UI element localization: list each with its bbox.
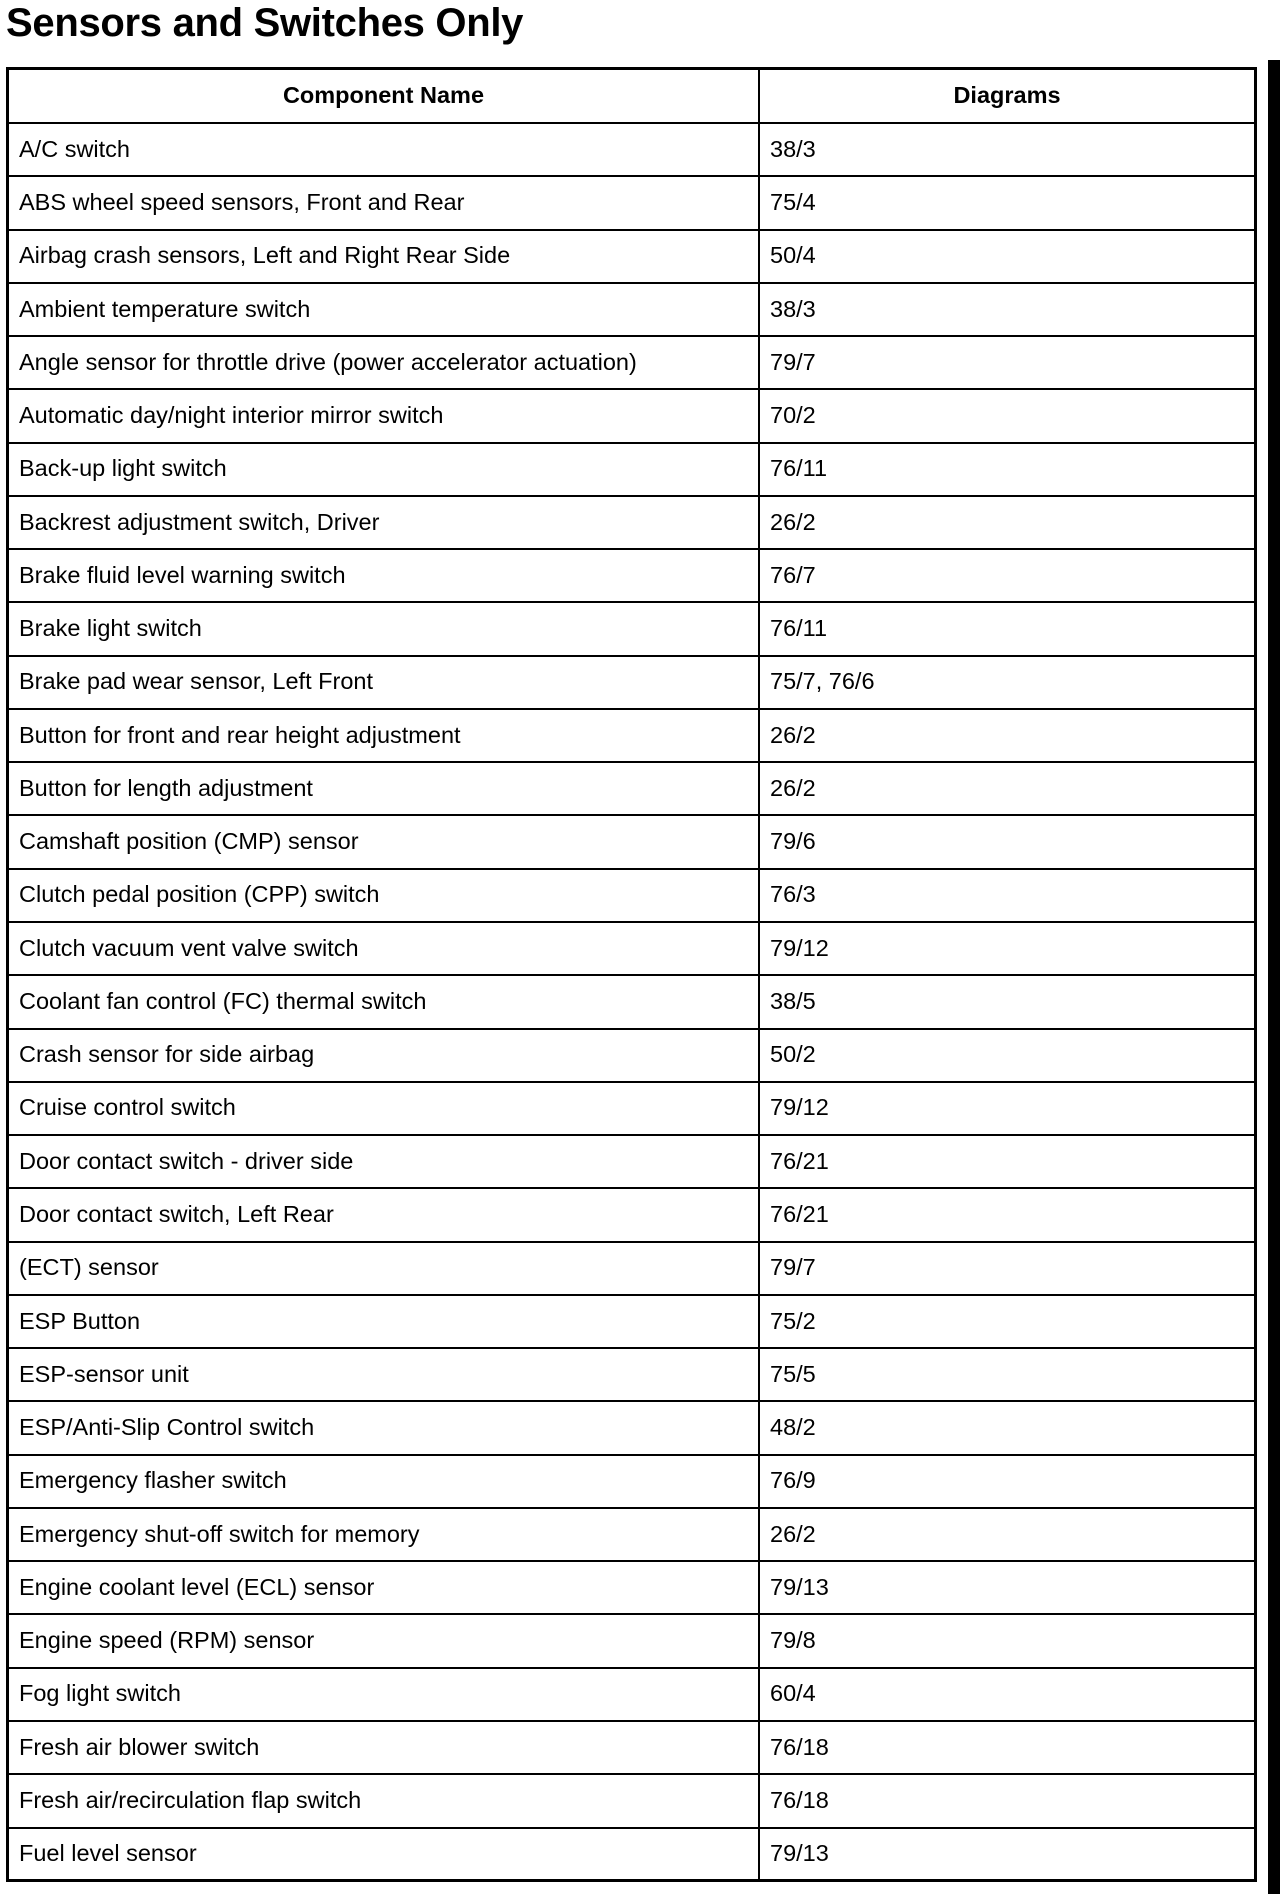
component-name-cell: Door contact switch - driver side xyxy=(9,1135,759,1188)
column-header-diagrams: Diagrams xyxy=(759,70,1254,123)
table-row xyxy=(9,869,1254,922)
table-row xyxy=(9,709,1254,762)
diagrams-cell: 76/21 xyxy=(759,1188,1254,1241)
diagrams-cell: 26/2 xyxy=(759,496,1254,549)
page-edge-bar xyxy=(1268,60,1280,1894)
component-name-cell: Brake fluid level warning switch xyxy=(9,549,759,602)
diagrams-cell: 60/4 xyxy=(759,1668,1254,1721)
component-name-cell: Button for front and rear height adjustment xyxy=(9,709,759,762)
diagrams-cell: 75/7, 76/6 xyxy=(759,656,1254,709)
component-name-cell: Fresh air/recirculation flap switch xyxy=(9,1774,759,1827)
component-name-cell: Coolant fan control (FC) thermal switch xyxy=(9,975,759,1028)
component-name-cell: A/C switch xyxy=(9,123,759,176)
table-row xyxy=(9,815,1254,868)
component-name-cell: ESP/Anti-Slip Control switch xyxy=(9,1401,759,1454)
diagrams-cell: 79/7 xyxy=(759,336,1254,389)
diagrams-cell: 26/2 xyxy=(759,1508,1254,1561)
diagrams-cell: 50/2 xyxy=(759,1029,1254,1082)
diagrams-cell: 76/21 xyxy=(759,1135,1254,1188)
diagrams-cell: 50/4 xyxy=(759,230,1254,283)
table-row xyxy=(9,1029,1254,1082)
table-row xyxy=(9,1348,1254,1401)
table-row xyxy=(9,1135,1254,1188)
diagrams-cell: 38/3 xyxy=(759,123,1254,176)
table-row xyxy=(9,1508,1254,1561)
table-row xyxy=(9,1295,1254,1348)
table-row xyxy=(9,389,1254,442)
component-name-cell: Ambient temperature switch xyxy=(9,283,759,336)
diagrams-cell: 76/3 xyxy=(759,869,1254,922)
component-name-cell: Clutch vacuum vent valve switch xyxy=(9,922,759,975)
table-row xyxy=(9,549,1254,602)
table-row xyxy=(9,602,1254,655)
diagrams-cell: 26/2 xyxy=(759,762,1254,815)
table-row xyxy=(9,1455,1254,1508)
component-name-cell: Engine speed (RPM) sensor xyxy=(9,1614,759,1667)
table-row xyxy=(9,1721,1254,1774)
table-row xyxy=(9,443,1254,496)
component-name-cell: Fuel level sensor xyxy=(9,1828,759,1880)
component-name-cell: (ECT) sensor xyxy=(9,1242,759,1295)
component-name-cell: Door contact switch, Left Rear xyxy=(9,1188,759,1241)
table-row xyxy=(9,283,1254,336)
components-table-frame xyxy=(6,67,1257,1882)
page-title: Sensors and Switches Only xyxy=(6,1,524,45)
table-row xyxy=(9,1828,1254,1880)
component-name-cell: Engine coolant level (ECL) sensor xyxy=(9,1561,759,1614)
diagrams-cell: 79/13 xyxy=(759,1561,1254,1614)
table-row xyxy=(9,656,1254,709)
component-name-cell: Fog light switch xyxy=(9,1668,759,1721)
table-row xyxy=(9,1082,1254,1135)
table-row xyxy=(9,230,1254,283)
diagrams-cell: 79/7 xyxy=(759,1242,1254,1295)
diagrams-cell: 79/13 xyxy=(759,1828,1254,1880)
component-name-cell: Brake light switch xyxy=(9,602,759,655)
diagrams-cell: 48/2 xyxy=(759,1401,1254,1454)
table-row xyxy=(9,1561,1254,1614)
diagrams-cell: 75/2 xyxy=(759,1295,1254,1348)
diagrams-cell: 76/11 xyxy=(759,602,1254,655)
component-name-cell: Fresh air blower switch xyxy=(9,1721,759,1774)
component-name-cell: Cruise control switch xyxy=(9,1082,759,1135)
component-name-cell: ABS wheel speed sensors, Front and Rear xyxy=(9,176,759,229)
diagrams-cell: 38/3 xyxy=(759,283,1254,336)
component-name-cell: Automatic day/night interior mirror switch xyxy=(9,389,759,442)
component-name-cell: Camshaft position (CMP) sensor xyxy=(9,815,759,868)
table-row xyxy=(9,1401,1254,1454)
table-row xyxy=(9,336,1254,389)
diagrams-cell: 75/4 xyxy=(759,176,1254,229)
table-row xyxy=(9,176,1254,229)
component-name-cell: ESP-sensor unit xyxy=(9,1348,759,1401)
diagrams-cell: 79/12 xyxy=(759,1082,1254,1135)
diagrams-cell: 70/2 xyxy=(759,389,1254,442)
table-row xyxy=(9,123,1254,176)
diagrams-cell: 76/7 xyxy=(759,549,1254,602)
diagrams-cell: 76/11 xyxy=(759,443,1254,496)
table-row xyxy=(9,975,1254,1028)
component-name-cell: Backrest adjustment switch, Driver xyxy=(9,496,759,549)
component-name-cell: Emergency flasher switch xyxy=(9,1455,759,1508)
component-name-cell: Brake pad wear sensor, Left Front xyxy=(9,656,759,709)
diagrams-cell: 76/9 xyxy=(759,1455,1254,1508)
component-name-cell: Emergency shut-off switch for memory xyxy=(9,1508,759,1561)
diagrams-cell: 79/6 xyxy=(759,815,1254,868)
diagrams-cell: 75/5 xyxy=(759,1348,1254,1401)
table-row xyxy=(9,1188,1254,1241)
diagrams-cell: 79/8 xyxy=(759,1614,1254,1667)
diagrams-cell: 26/2 xyxy=(759,709,1254,762)
component-name-cell: Angle sensor for throttle drive (power accelerator actuation) xyxy=(9,336,759,389)
components-table xyxy=(9,70,1254,1879)
table-body xyxy=(9,123,1254,1879)
diagrams-cell: 38/5 xyxy=(759,975,1254,1028)
component-name-cell: ESP Button xyxy=(9,1295,759,1348)
table-row xyxy=(9,762,1254,815)
column-header-component-name: Component Name xyxy=(9,70,759,123)
table-header-row xyxy=(9,70,1254,123)
component-name-cell: Button for length adjustment xyxy=(9,762,759,815)
diagrams-cell: 79/12 xyxy=(759,922,1254,975)
component-name-cell: Back-up light switch xyxy=(9,443,759,496)
component-name-cell: Airbag crash sensors, Left and Right Rear Side xyxy=(9,230,759,283)
table-row xyxy=(9,1242,1254,1295)
table-row xyxy=(9,1668,1254,1721)
table-row xyxy=(9,1774,1254,1827)
table-row xyxy=(9,1614,1254,1667)
component-name-cell: Clutch pedal position (CPP) switch xyxy=(9,869,759,922)
table-row xyxy=(9,922,1254,975)
diagrams-cell: 76/18 xyxy=(759,1774,1254,1827)
table-row xyxy=(9,496,1254,549)
diagrams-cell: 76/18 xyxy=(759,1721,1254,1774)
component-name-cell: Crash sensor for side airbag xyxy=(9,1029,759,1082)
